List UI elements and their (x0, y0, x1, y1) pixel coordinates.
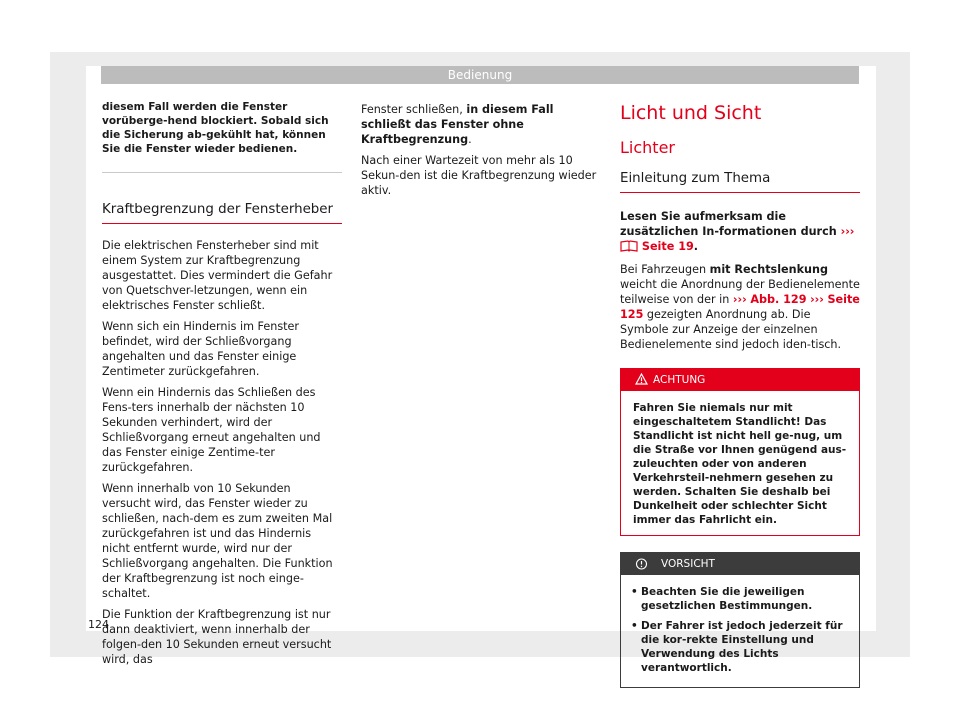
warning-title: ACHTUNG (653, 374, 706, 386)
text-run: gezeigten Anordnung ab. Die Symbole zur Anzeige der einzelnen Bedienelemente sind jedoch iden-tisch. (620, 308, 842, 351)
continued-note: diesem Fall werden die Fenster vorüberge-hend blockiert. Sobald sich die Sicherung ab-gekühlt hat, können Sie die Fenster wieder bedienen. (102, 96, 342, 173)
caution-header (621, 553, 859, 575)
text-run: . (693, 240, 699, 253)
caution-title: VORSICHT (661, 558, 715, 570)
reference-arrows: ››› (732, 293, 747, 306)
text-run: Bei Fahrzeugen (620, 263, 710, 276)
warning-text: Fahren Sie niemals nur mit eingeschaltetem Standlicht! Das Standlicht ist nicht hell ge-nug, um die Straße vor Ihnen genügend aus-zuleuchten oder von anderen Verkehrsteil-nehmern gesehen zu werden. Schalten Sie deshalb bei Dunkelheit oder schlechter Sicht immer das Fahrlicht ein. (633, 402, 847, 526)
paragraph: Wenn sich ein Hindernis im Fenster befindet, wird der Schließvorgang angehalten und das Fenster einige Zentimeter zurückgefahren. (102, 320, 300, 378)
page-header: Bedienung (101, 66, 859, 84)
reference-arrows: ››› (810, 293, 824, 306)
text-run: Fenster schließen, (361, 103, 467, 116)
page-reference-link[interactable]: Seite 19 (641, 240, 694, 253)
list-item: • Der Fahrer ist jedoch jederzeit für die kor-rekte Einstellung und Verwendung des Lichts verantwortlich. (631, 619, 849, 675)
subsection-heading: Einleitung zum Thema (620, 170, 860, 193)
list-item: • Beachten Sie die jeweiligen gesetzlichen Bestimmungen. (631, 585, 849, 613)
page-reference-link[interactable]: Seite 125 (620, 293, 860, 321)
column-right (620, 102, 860, 688)
paragraph: Wenn ein Hindernis das Schließen des Fens-ters innerhalb der nächsten 10 Sekunden verhindert, wird der Schließvorgang erneut angehalten und das Fenster einige Zentime-ter zurückgefahren. (102, 386, 321, 474)
bold-text: in diesem Fall schließt das Fenster ohne Kraftbegrenzung (361, 103, 554, 146)
paragraph: Wenn innerhalb von 10 Sekunden versucht wird, das Fenster wieder zu schließen, nach-dem es zum zweiten Mal zurückgefahren ist und das Hindernis nicht entfernt wurde, wird nur der Schließvorgang angehalten. Die Funktion der Kraftbegrenzung ist noch einge-schaltet. (102, 482, 333, 600)
text-run: . (468, 133, 472, 146)
warning-box (620, 368, 860, 536)
column-left (102, 96, 342, 673)
warning-header (621, 369, 859, 391)
intro-paragraph (620, 209, 860, 256)
warning-triangle-icon (635, 369, 648, 399)
column-middle (361, 102, 601, 204)
book-icon (620, 240, 638, 256)
page-number: 124 (88, 618, 109, 631)
section-heading: Lichter (620, 138, 675, 157)
paragraph (620, 262, 860, 352)
bold-text: mit Rechtslenkung (709, 263, 828, 276)
paragraph: Nach einer Wartezeit von mehr als 10 Sekun-den ist die Kraftbegrenzung wieder aktiv. (361, 154, 597, 197)
reference-arrows: ››› (840, 225, 855, 238)
text-run: weicht die Anordnung der Bedienelemente teilweise von der in (620, 278, 860, 306)
chapter-title: Licht und Sicht (620, 102, 762, 124)
paragraph: Die elektrischen Fensterheber sind mit einem System zur Kraftbegrenzung ausgestattet. Dies vermindert die Gefahr von Quetschver-letzungen, wenn ein elektrisches Fenster schließt. (102, 239, 333, 312)
caution-list (621, 575, 859, 687)
text-run: Lesen Sie aufmerksam die zusätzlichen In-formationen durch (620, 210, 841, 238)
caution-box (620, 552, 860, 688)
paragraph (361, 102, 601, 147)
info-circle-icon (635, 553, 648, 583)
section-title: Kraftbegrenzung der Fensterheber (102, 201, 342, 224)
figure-reference-link[interactable]: Abb. 129 (750, 293, 807, 306)
paragraph: Die Funktion der Kraftbegrenzung ist nur dann deaktiviert, wenn innerhalb der folgen-den 10 Sekunden erneut versucht wird, das (102, 608, 332, 666)
